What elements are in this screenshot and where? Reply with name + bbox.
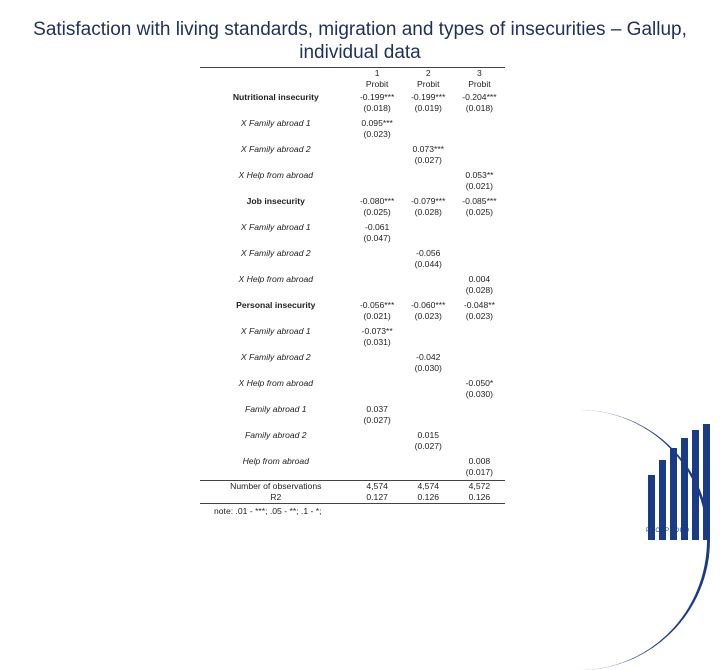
coefficient-value (403, 272, 454, 285)
footer-value: 4,574 (403, 481, 454, 493)
row-label-blank (200, 337, 352, 348)
standard-error-value: (0.021) (363, 311, 391, 321)
footer-label: Number of observations (200, 481, 352, 493)
standard-error-value (454, 233, 505, 244)
coefficient-value: -0.080*** (359, 196, 395, 206)
standard-error-value: (0.023) (363, 129, 391, 139)
footer-label: R2 (200, 492, 352, 504)
footer-row (200, 481, 505, 493)
row-label: X Help from abroad (238, 378, 314, 388)
coefficient-value: -0.079*** (411, 196, 446, 206)
coefficient-row (200, 350, 505, 363)
standard-error-value (403, 337, 454, 348)
coefficient-value (454, 324, 505, 337)
standard-error-value: (0.025) (363, 207, 391, 217)
standard-error-value (454, 259, 505, 270)
row-label-blank (200, 285, 352, 296)
row-label-blank (200, 103, 352, 114)
coefficient-row (200, 376, 505, 389)
standard-error-value (454, 337, 505, 348)
coefficient-value: 0.095*** (361, 118, 393, 128)
coefficient-value: 0.037 (366, 404, 388, 414)
row-label: X Family abroad 1 (240, 326, 311, 336)
standard-error-row (200, 129, 505, 140)
standard-error-value (352, 259, 403, 270)
standard-error-value: (0.027) (363, 415, 391, 425)
standard-error-value: (0.027) (414, 441, 442, 451)
coefficient-value: 0.008 (468, 456, 491, 466)
coefficient-value (352, 428, 403, 441)
standard-error-value: (0.018) (465, 103, 494, 113)
standard-error-value: (0.025) (465, 207, 494, 217)
slide-title-line1: Satisfaction with living standards, migration and types of insecurities – Gallup, (33, 19, 687, 40)
coefficient-value: -0.204*** (462, 92, 497, 102)
standard-error-value (403, 129, 454, 140)
row-label: X Help from abroad (238, 170, 314, 180)
coefficient-value (454, 246, 505, 259)
column-method: Probit (417, 79, 440, 89)
coefficient-value: -0.050* (465, 378, 494, 388)
standard-error-value: (0.019) (414, 103, 442, 113)
standard-error-value: (0.028) (414, 207, 442, 217)
coefficient-row (200, 194, 505, 207)
standard-error-value: (0.044) (414, 259, 442, 269)
column-number: 3 (454, 68, 505, 80)
row-label-blank (200, 467, 352, 478)
standard-error-row (200, 155, 505, 166)
logo-bar (670, 448, 677, 540)
standard-error-value (352, 285, 403, 296)
coefficient-value (403, 220, 454, 233)
standard-error-value: (0.021) (465, 181, 494, 191)
coefficient-row (200, 90, 505, 103)
standard-error-value: (0.027) (414, 155, 442, 165)
standard-error-value (403, 415, 454, 426)
coefficient-row (200, 454, 505, 467)
standard-error-value (454, 129, 505, 140)
coefficient-value: -0.056 (416, 248, 441, 258)
footer-value: 0.127 (352, 492, 403, 504)
standard-error-value (403, 467, 454, 478)
coefficient-value (454, 350, 505, 363)
header-row-method (200, 79, 505, 90)
row-label-blank (200, 415, 352, 426)
coefficient-row (200, 246, 505, 259)
row-label: X Family abroad 2 (240, 248, 311, 258)
standard-error-row (200, 207, 505, 218)
standard-error-value (352, 155, 403, 166)
logo (640, 410, 720, 540)
standard-error-row (200, 441, 505, 452)
column-method: Probit (365, 79, 389, 89)
standard-error-value (454, 441, 505, 452)
coefficient-value (403, 376, 454, 389)
coefficient-row (200, 272, 505, 285)
coefficient-value (403, 168, 454, 181)
row-label: Nutritional insecurity (232, 92, 319, 102)
logo-text: PROSPROUO (646, 528, 690, 534)
coefficient-value: 0.004 (468, 274, 491, 284)
standard-error-value: (0.023) (465, 311, 494, 321)
standard-error-value (403, 389, 454, 400)
standard-error-row (200, 337, 505, 348)
coefficient-value (454, 142, 505, 155)
row-label-blank (200, 207, 352, 218)
coefficient-row (200, 324, 505, 337)
standard-error-value (352, 363, 403, 374)
coefficient-value: -0.060*** (411, 300, 446, 310)
column-number: 1 (352, 68, 403, 80)
standard-error-row (200, 181, 505, 192)
slide-title-line2: individual data (299, 42, 421, 63)
coefficient-value (454, 428, 505, 441)
coefficient-row (200, 402, 505, 415)
row-label: Job insecurity (246, 196, 305, 206)
standard-error-value: (0.047) (363, 233, 391, 243)
coefficient-value: 0.073*** (412, 144, 445, 154)
coefficient-value: -0.085*** (462, 196, 497, 206)
standard-error-value: (0.017) (465, 467, 494, 477)
standard-error-row (200, 233, 505, 244)
standard-error-value (454, 363, 505, 374)
standard-error-value: (0.023) (414, 311, 442, 321)
row-label-blank (200, 181, 352, 192)
standard-error-value: (0.018) (363, 103, 391, 113)
standard-error-value (352, 389, 403, 400)
coefficient-value (352, 350, 403, 363)
coefficient-value (352, 168, 403, 181)
row-label: X Family abroad 2 (240, 352, 311, 362)
row-label: X Family abroad 2 (240, 144, 311, 154)
row-label-blank (200, 155, 352, 166)
logo-bar (692, 430, 699, 540)
footer-value: 4,574 (352, 481, 403, 493)
row-label-blank (200, 233, 352, 244)
coefficient-row (200, 142, 505, 155)
row-label-blank (200, 441, 352, 452)
row-label-blank (200, 311, 352, 322)
standard-error-row (200, 103, 505, 114)
coefficient-value: -0.061 (364, 222, 390, 232)
coefficient-value: -0.199*** (411, 92, 446, 102)
standard-error-value (352, 467, 403, 478)
row-label: X Help from abroad (238, 274, 314, 284)
coefficient-value (403, 454, 454, 467)
row-label: X Family abroad 1 (240, 222, 311, 232)
coefficient-value: 0.015 (417, 430, 440, 440)
standard-error-row (200, 467, 505, 478)
row-label-blank (200, 389, 352, 400)
column-number: 2 (403, 68, 454, 80)
footer-value: 0.126 (403, 492, 454, 504)
coefficient-value: -0.199*** (359, 92, 395, 102)
coefficient-value (352, 142, 403, 155)
regression-table (200, 67, 505, 517)
coefficient-value: -0.048** (463, 300, 495, 310)
standard-error-value (403, 181, 454, 192)
coefficient-row (200, 168, 505, 181)
coefficient-value (454, 402, 505, 415)
row-label-blank (200, 363, 352, 374)
coefficient-value (403, 402, 454, 415)
coefficient-value: -0.073** (361, 326, 393, 336)
regression-table-grid (200, 67, 505, 504)
standard-error-value (454, 155, 505, 166)
header-blank (200, 79, 352, 90)
logo-bar (703, 424, 710, 540)
coefficient-value (403, 324, 454, 337)
footer-row (200, 492, 505, 504)
row-label: X Family abroad 1 (240, 118, 311, 128)
coefficient-row (200, 220, 505, 233)
coefficient-row (200, 116, 505, 129)
row-label-blank (200, 259, 352, 270)
standard-error-row (200, 363, 505, 374)
standard-error-value (352, 181, 403, 192)
standard-error-row (200, 389, 505, 400)
standard-error-value (403, 285, 454, 296)
coefficient-value (454, 220, 505, 233)
header-blank (200, 68, 352, 80)
standard-error-row (200, 311, 505, 322)
standard-error-value (352, 441, 403, 452)
coefficient-value (352, 376, 403, 389)
standard-error-row (200, 415, 505, 426)
header-row-number (200, 68, 505, 80)
coefficient-value: -0.056*** (359, 300, 395, 310)
coefficient-row (200, 298, 505, 311)
slide-title (0, 18, 720, 64)
coefficient-row (200, 428, 505, 441)
footer-value: 0.126 (454, 492, 505, 504)
logo-bar (681, 438, 688, 540)
standard-error-value: (0.030) (465, 389, 494, 399)
standard-error-value: (0.028) (465, 285, 494, 295)
coefficient-value: -0.042 (416, 352, 441, 362)
row-label: Family abroad 1 (244, 404, 307, 414)
row-label-blank (200, 129, 352, 140)
standard-error-value (454, 415, 505, 426)
standard-error-value: (0.031) (363, 337, 391, 347)
standard-error-value (403, 233, 454, 244)
significance-note: note: .01 - ***; .05 - **; .1 - *; (214, 506, 322, 516)
standard-error-value: (0.030) (414, 363, 442, 373)
coefficient-value (454, 116, 505, 129)
coefficient-value (352, 272, 403, 285)
row-label: Personal insecurity (236, 300, 316, 310)
standard-error-row (200, 259, 505, 270)
standard-error-row (200, 285, 505, 296)
coefficient-value: 0.053** (465, 170, 494, 180)
footer-value: 4,572 (454, 481, 505, 493)
column-method: Probit (468, 79, 491, 89)
row-label: Help from abroad (242, 456, 309, 466)
row-label: Family abroad 2 (244, 430, 307, 440)
coefficient-value (352, 246, 403, 259)
coefficient-value (352, 454, 403, 467)
coefficient-value (403, 116, 454, 129)
